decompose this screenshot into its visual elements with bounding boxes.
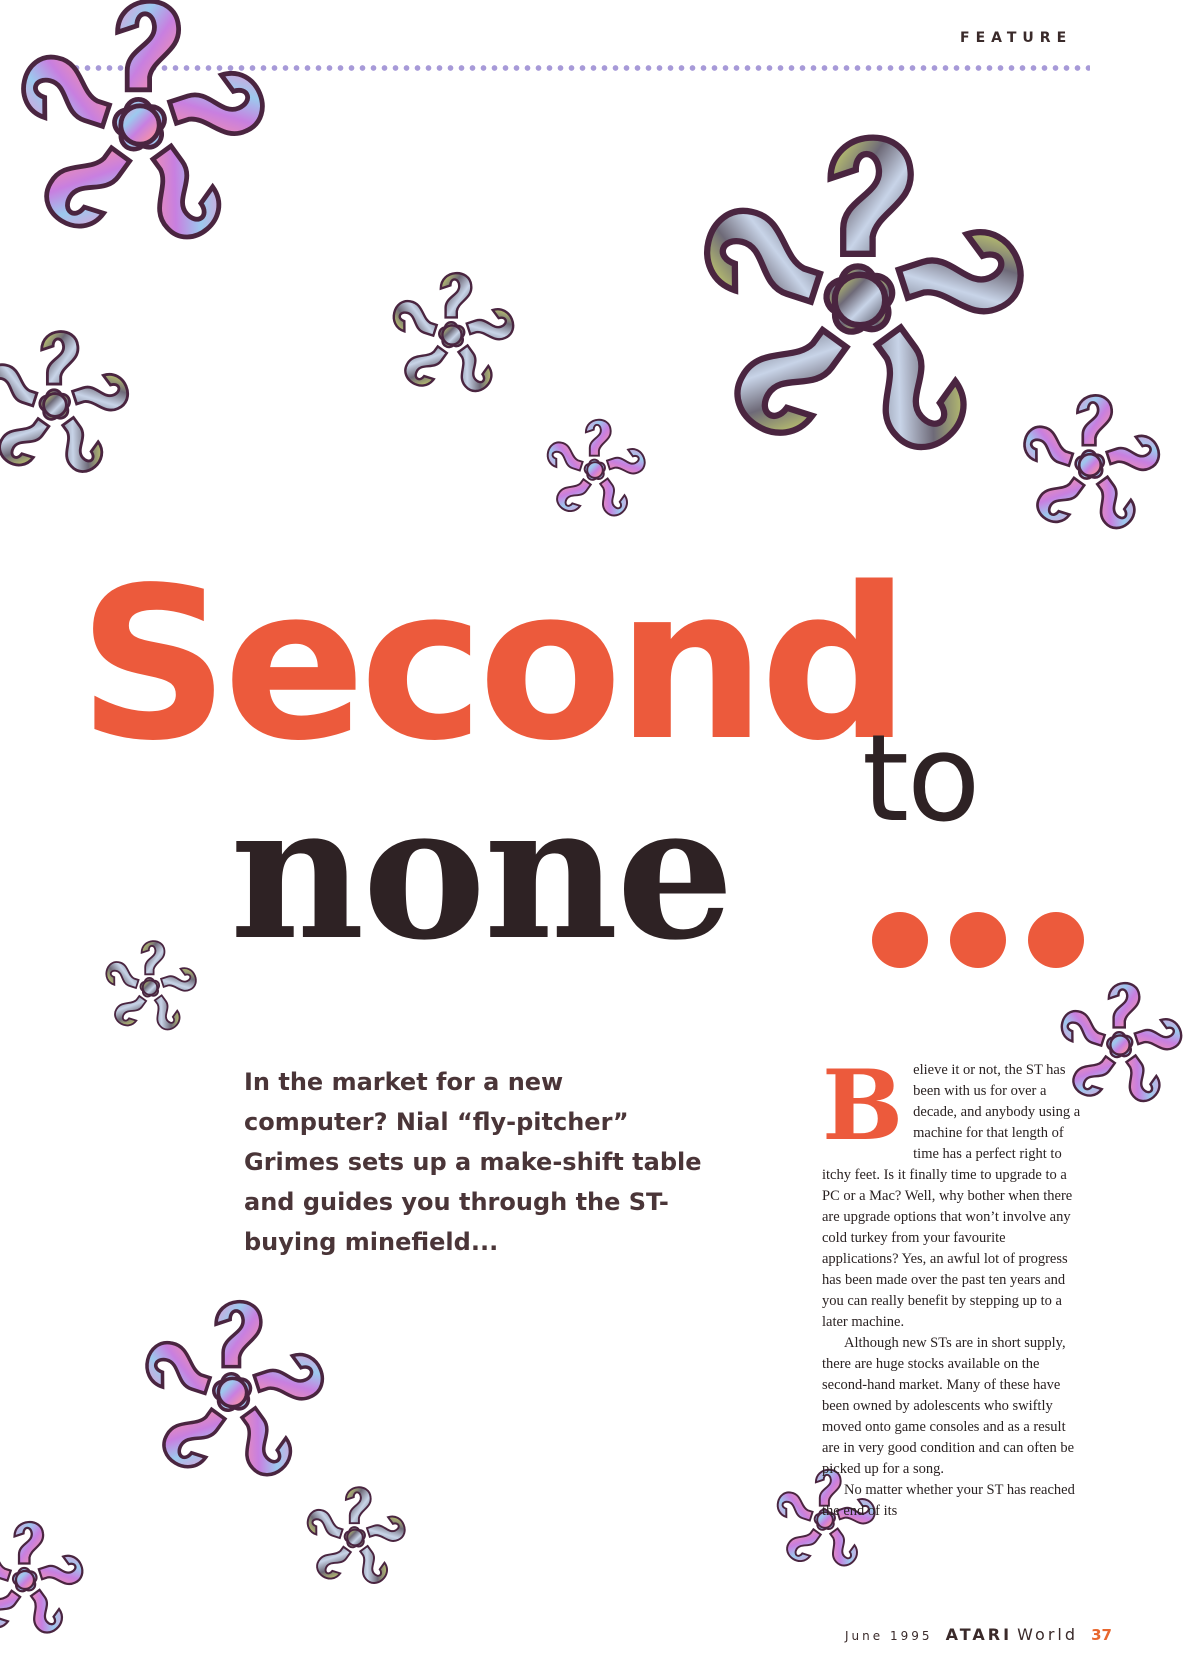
question-mark-flower-icon [290,1470,420,1605]
headline-to: to [862,710,979,849]
question-mark-flower-icon [0,1480,100,1680]
standfirst: In the market for a new computer? Nial “fly-pitcher” Grimes sets up a make-shift table and guides you through the ST-buying minefield... [244,1068,702,1256]
magazine-name-bold: ATARI [945,1625,1013,1644]
page-number: 37 [1091,1626,1112,1644]
ellipsis-dot [1028,912,1084,968]
question-mark-flower-icon [0,0,300,290]
ellipsis-dot [872,912,928,968]
question-mark-flower-icon [530,405,660,535]
ellipsis-dot [950,912,1006,968]
question-mark-flower-icon [0,290,150,520]
article-body [822,1049,1084,1546]
article-paragraph: Although new STs are in short supply, there are huge stocks available on the second-hand market. Many of these have been owned by adolescents who swiftly moved onto game consoles and as a result are in very good condition and can often be picked up for a song. [822,1335,1075,1477]
headline-none: none [230,763,733,981]
question-mark-flower-icon [1000,370,1180,560]
article-paragraph: No matter whether your ST has reached the end of its [822,1482,1075,1519]
article-paragraph: elieve it or not, the ST has been with us for over a decade, and anybody using a machine for that length of time has a perfect right to itchy feet. Is it finally time to upgrade to a PC or a Mac? Well, why bother when there are upgrade options that won’t involve any cold turkey from your favourite applications? Yes, an awful lot of progress has been made over the past ten years and you can really benefit by stepping up to a later machine. [822,1062,1081,1330]
question-mark-flower-icon [372,250,532,420]
issue-date: June 1995 [845,1629,933,1643]
headline-second: Second [78,542,905,787]
drop-cap: B [822,1049,904,1162]
section-label: FEATURE [960,30,1073,46]
page-footer [845,1625,1112,1644]
magazine-name: World [1017,1625,1079,1644]
question-mark-flower-icon [90,925,210,1050]
